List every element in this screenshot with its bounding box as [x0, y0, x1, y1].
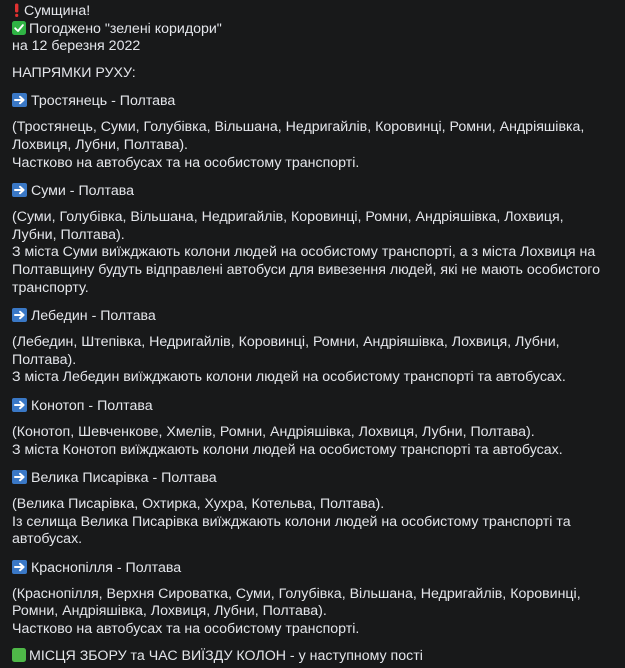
- route-title: [12, 91, 613, 111]
- directions-heading: НАПРЯМКИ РУХУ:: [12, 64, 136, 81]
- route-title: [12, 306, 613, 326]
- route-detail-line: Лохвиця, Лубни, Полтава).: [12, 136, 188, 153]
- route-detail-line: (Краснопілля, Верхня Сироватка, Суми, Голубівка, Вільшана, Недригайлів, Коровинці,: [12, 585, 581, 602]
- green-square-icon: [12, 648, 26, 662]
- right-arrow-icon: [12, 183, 27, 197]
- route-detail-line: З міста Конотоп виїжджають колони людей на особистому транспорті та автобусах.: [12, 441, 563, 458]
- route-title-text: Конотоп - Полтава: [31, 397, 153, 414]
- right-arrow-icon: [12, 93, 27, 107]
- header-region: Сумщина!: [24, 3, 91, 19]
- route-title: [12, 468, 613, 488]
- route-details: [12, 496, 613, 549]
- route-item: [12, 306, 613, 387]
- header-agreed: [12, 21, 613, 39]
- header-date: на 12 березня 2022: [12, 38, 141, 55]
- route-item: [12, 91, 613, 172]
- route-title-text: Тростянець - Полтава: [31, 93, 176, 110]
- header-corridors: Погоджено "зелені коридори": [29, 20, 222, 37]
- route-detail-line: (Конотоп, Шевченкове, Хмелів, Ромни, Андріяшівка, Лохвиця, Лубни, Полтава).: [12, 423, 535, 440]
- route-title: [12, 181, 613, 201]
- route-details: [12, 209, 613, 297]
- route-detail-line: (Велика Писарівка, Охтирка, Хухра, Котельва, Полтава).: [12, 496, 385, 513]
- route-title-text: Велика Писарівка - Полтава: [31, 470, 217, 487]
- route-title-text: Краснопілля - Полтава: [31, 559, 182, 576]
- route-detail-line: Частково на автобусах та на особистому транспорті.: [12, 621, 360, 638]
- route-item: [12, 468, 613, 549]
- header-alert: [12, 3, 613, 21]
- route-detail-line: Лубни, Полтава).: [12, 226, 125, 243]
- route-detail-line: Ромни, Андріяшівка, Лохвиця, Лубни, Полтава).: [12, 603, 327, 620]
- route-detail-line: (Тростянець, Суми, Голубівка, Вільшана, Недригайлів, Коровинці, Ромни, Андріяшівка,: [12, 119, 585, 136]
- route-detail-line: (Лебедин, Штепівка, Недригайлів, Коровинці, Ромни, Андріяшівка, Лохвиця, Лубни,: [12, 334, 560, 351]
- route-item: [12, 181, 613, 297]
- route-detail-line: Із селища Велика Писарівка виїжджають колони людей на особистому транспорті та: [12, 513, 571, 530]
- exclamation-icon: [12, 3, 21, 17]
- route-title: [12, 396, 613, 416]
- route-item: [12, 558, 613, 639]
- right-arrow-icon: [12, 560, 27, 574]
- route-detail-line: Полтава).: [12, 351, 77, 368]
- route-item: [12, 396, 613, 459]
- route-title: [12, 558, 613, 578]
- route-detail-line: З міста Суми виїжджають колони людей на особистому транспорті, а з міста Лохвиця на: [12, 244, 596, 261]
- check-mark-icon: [12, 21, 26, 35]
- route-detail-line: Полтавщину будуть відправлені автобуси для вивезення людей, які не мають особистого: [12, 261, 601, 278]
- routes-list: [12, 91, 613, 638]
- right-arrow-icon: [12, 470, 27, 484]
- footer-line: [12, 648, 613, 666]
- route-details: [12, 424, 613, 459]
- right-arrow-icon: [12, 308, 27, 322]
- right-arrow-icon: [12, 398, 27, 412]
- route-detail-line: (Суми, Голубівка, Вільшана, Недригайлів, Коровинці, Ромни, Андріяшівка, Лохвиця,: [12, 209, 564, 226]
- route-detail-line: З міста Лебедин виїжджають колони людей на особистому транспорті та автобусах.: [12, 369, 566, 386]
- footer-text: МІСЦЯ ЗБОРУ та ЧАС ВИЇЗДУ КОЛОН - у наступному пості: [29, 647, 423, 664]
- route-detail-line: транспорту.: [12, 279, 89, 296]
- route-details: [12, 334, 613, 387]
- route-detail-line: автобусах.: [12, 531, 83, 548]
- route-title-text: Суми - Полтава: [31, 183, 135, 200]
- route-detail-line: Частково на автобусах та на особистому транспорті.: [12, 154, 360, 171]
- route-title-text: Лебедин - Полтава: [31, 308, 156, 325]
- route-details: [12, 119, 613, 172]
- route-details: [12, 586, 613, 639]
